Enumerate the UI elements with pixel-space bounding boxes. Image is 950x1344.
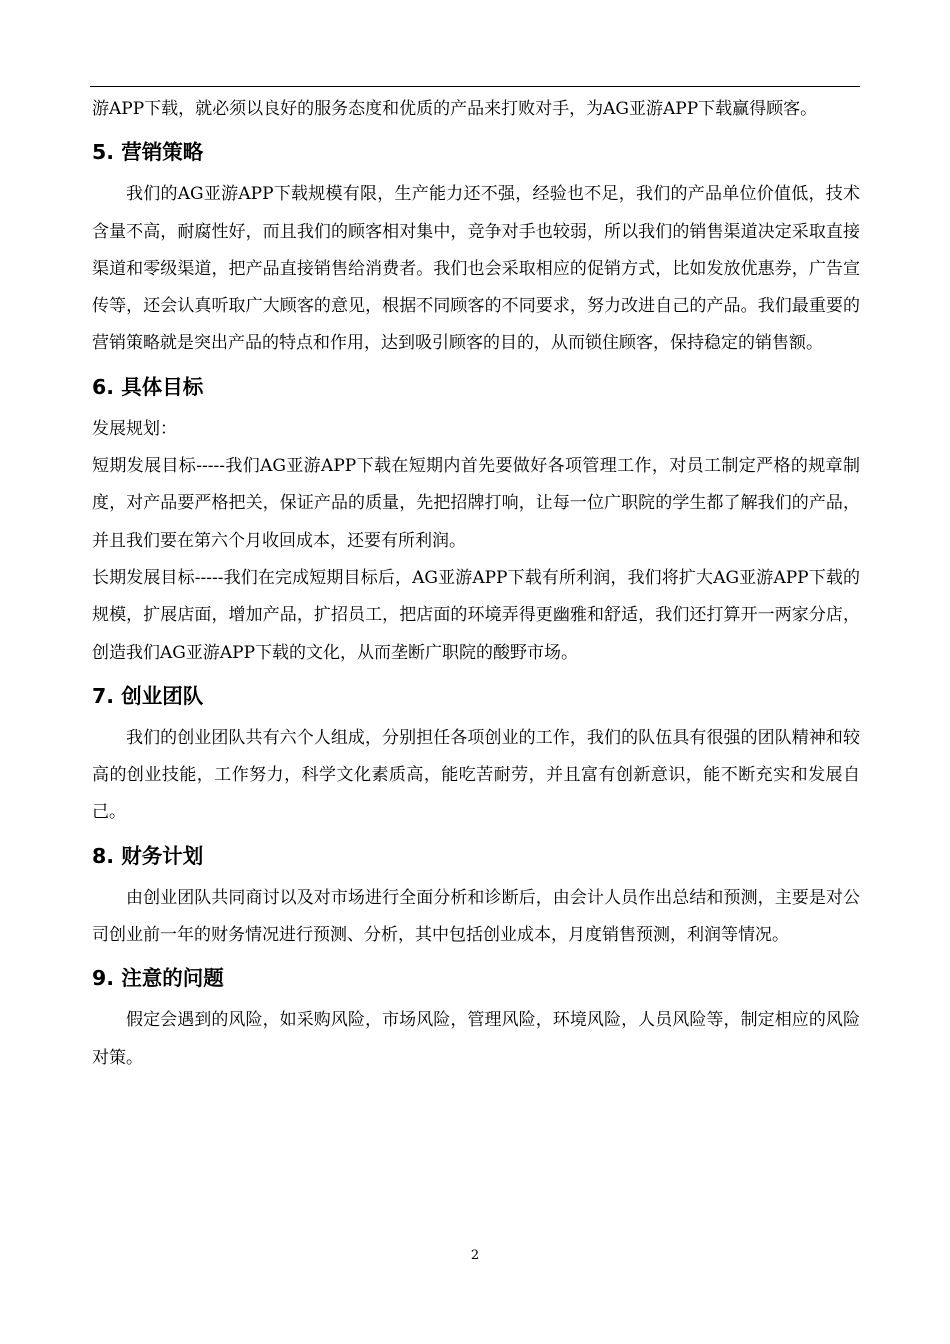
page-content bbox=[92, 91, 860, 1077]
section-paragraph-finance: 由创业团队共同商讨以及对市场进行全面分析和诊断后，由会计人员作出总结和预测，主要是对公司创业前一年的财务情况进行预测、分析，其中包括创业成本，月度销售预测，利润等情况。 bbox=[92, 887, 860, 946]
section-heading-goals: 6. 具体目标 bbox=[92, 374, 204, 399]
intro-continuation: 游APP下载，就必须以良好的服务态度和优质的产品来打败对手，为AG亚游APP下载赢得顾客。 bbox=[92, 99, 818, 119]
long-term-goal: 长期发展目标-----我们在完成短期目标后，AG亚游APP下载有所利润，我们将扩大AG亚游APP下载的规模，扩展店面，增加产品，扩招员工，把店面的环境弄得更幽雅和舒适，我们还打算开一两家分店，创造我们AG亚游APP下载的文化，从而垄断广职院的酸野市场。 bbox=[92, 567, 860, 663]
section-heading-finance: 8. 财务计划 bbox=[92, 843, 204, 868]
section-paragraph-marketing: 我们的AG亚游APP下载规模有限，生产能力还不强，经验也不足，我们的产品单位价值低，技术含量不高，耐腐性好，而且我们的顾客相对集中，竞争对手也较弱，所以我们的销售渠道决定采取直接渠道和零级渠道，把产品直接销售给消费者。我们也会采取相应的促销方式，比如发放优惠券，广告宣传等，还会认真听取广大顾客的意见，根据不同顾客的不同要求，努力改进自己的产品。我们最重要的营销策略就是突出产品的特点和作用，达到吸引顾客的目的，从而锁住顾客，保持稳定的销售额。 bbox=[92, 184, 860, 354]
section-heading-team: 7. 创业团队 bbox=[92, 683, 204, 708]
section-paragraph-issues: 假定会遇到的风险，如采购风险，市场风险，管理风险，环境风险，人员风险等，制定相应的风险对策。 bbox=[92, 1010, 860, 1068]
page-number: 2 bbox=[470, 1248, 480, 1263]
header-rule bbox=[90, 86, 860, 87]
plan-label: 发展规划： bbox=[92, 418, 177, 439]
section-heading-marketing: 5. 营销策略 bbox=[92, 140, 204, 165]
section-heading-issues: 9. 注意的问题 bbox=[92, 966, 224, 991]
short-term-goal: 短期发展目标-----我们AG亚游APP下载在短期内首先要做好各项管理工作，对员工制定严格的规章制度，对产品要严格把关，保证产品的质量，先把招牌打响，让每一位广职院的学生都了解我们的产品，并且我们要在第六个月收回成本，还要有所利润。 bbox=[92, 456, 860, 551]
section-paragraph-team: 我们的创业团队共有六个人组成，分别担任各项创业的工作，我们的队伍具有很强的团队精神和较高的创业技能，工作努力，科学文化素质高，能吃苦耐劳，并且富有创新意识，能不断充实和发展自己。 bbox=[92, 727, 860, 823]
